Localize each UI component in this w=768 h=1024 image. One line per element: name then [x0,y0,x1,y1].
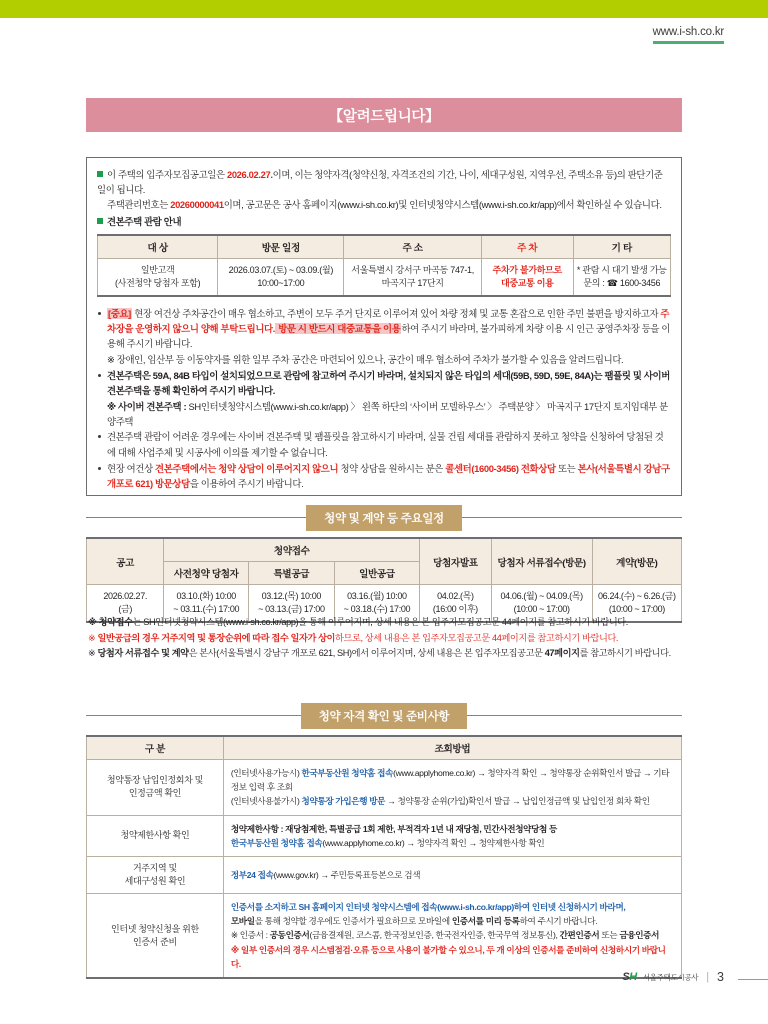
method-text: ※ 일부 인증서의 경우 시스템점검·오류 등으로 사용이 불가할 수 있으니, 두 개 이상의 인증서를 준비하여 신청하시기 바랍니다. [230,944,666,969]
td-category-line1: 거주지역 및 [132,863,177,874]
b1-red1: 주차장을 운영하지 않으니 양해 부탁드립니다. [107,307,670,335]
td-announce-line1: 04.02.(목) [437,591,474,601]
note1-text: 는 SH인터넷청약시스템(www.i-sh.co.kr/app)을 통해 이루어지며, 상세 내용은 본 입주자모집공고문 44페이지를 참고하시기 바랍니다. [132,617,628,627]
td-etc [573,258,670,296]
note3-page: 47페이지 [544,648,580,658]
company-name: 서울주택도시공사 [642,972,699,982]
notice-line-2 [97,197,671,212]
note2-text: 하므로, 상세 내용은 본 입주자모집공고문 44페이지를 참고하시기 바랍니다. [335,632,619,643]
td-category-line2: 세대구성원 확인 [124,876,186,887]
td-pre-line1: 03.10.(화) 10:00 [176,591,236,601]
notice-line1-b: 이며, 이는 청약자격(청약신청, 자격조건의 기간, 나이, 세대구성원, 지역우선, 주택소유 등)의 판단기준일이 됩니다. [97,169,663,196]
method-line [231,836,674,850]
model-house-subheading: 견본주택 관람 안내 [107,215,182,227]
b4-part1: 현장 여건상 [107,462,156,474]
th-pre-applicant: 사전청약 당첨자 [164,562,249,585]
td-category [87,894,224,979]
sh-logo-h: H [629,971,637,983]
td-address-line2: 마곡지구 17단지 [381,277,444,288]
sh-logo [622,971,636,983]
method-line [231,943,674,971]
method-text: (www.applyhome.co.kr) → 청약자격 확인 → 청약제한사항 확인 [322,837,545,848]
method-text: 청약제한사항 : 재당첨제한, 특별공급 1회 제한, 부적격자 1년 내 재당첨, 민간사전청약당첨 등 [230,823,557,834]
note3-label: 당첨자 서류접수 및 계약 [97,648,189,658]
schedule-note-3 [88,646,688,662]
list-item-important-note: ※ 장애인, 임산부 등 이동약자를 위한 일부 주차 공간은 마련되어 있으나, 공간이 매우 협소하여 주차가 불가할 수 있음을 알려드립니다. [107,354,624,366]
method-line [231,822,674,836]
method-text: 하여 인터넷 신청하시기 바라며, [513,902,626,913]
td-parking-line1: 주차가 불가하므로 [492,264,562,275]
section-header-qualification [86,703,682,729]
list-item-cyber-model-note [97,399,671,429]
td-category [87,857,224,894]
method-text: 인증서를 미리 등록 [451,916,520,927]
method-text: 모바일 [230,916,255,927]
td-general-line1: 03.16.(월) 10:00 [347,591,407,601]
method-text: (인터넷사용불가시) [230,796,302,807]
method-text: (www.applyhome.co.kr) → 청약자격 확인 → 청약통장 순위확인서 발급 → 기타 정보 입력 후 조회 [230,768,670,793]
method-line [231,900,674,914]
method-text: 또는 [599,930,620,941]
note3-text2: 를 참고하시기 바랍니다. [579,648,671,658]
th-address: 주 소 [344,235,482,259]
main-schedule-table [86,537,682,623]
top-green-bar [0,0,768,18]
note3-text1: 은 본사(서울특별시 강남구 개포로 621, SH)에서 이루어지며, 상세 내용은 본 입주자모집공고문 [188,648,545,658]
method-line [231,914,674,928]
td-category [87,760,224,816]
square-bullet-icon [97,218,103,224]
method-line [231,868,674,882]
td-special-line2: ~ 03.13.(금) 17:00 [258,604,325,614]
td-etc-line1: * 관람 시 대기 발생 가능 [576,264,667,275]
th-target: 대 상 [98,235,218,259]
method-text: (인터넷사용가능시) [230,768,302,778]
b2-text: 견본주택은 59A, 84B 타입이 설치되었으므로 관람에 참고하여 주시기 바라며, 설치되지 않은 타입의 세대(59B, 59D, 59E, 84A)는 팸플릿 및 사이버 견본주택을 통해 확인하여 주시기 바랍니다. [107,369,670,396]
th-application-group: 청약접수 [164,538,420,562]
td-docs-line2: (10:00 ~ 17:00) [513,604,570,614]
notice-line2-a: 주택관리번호는 [107,199,171,211]
td-notice-line1: 2026.02.27. [103,591,148,601]
notice-bullet-list [97,306,671,491]
td-schedule-line1: 2026.03.07.(토) ~ 03.09.(월) [228,264,334,275]
td-method [223,857,681,894]
table-header-row [87,736,682,760]
table-row [87,857,682,894]
method-text: → 청약통장 순위(가입)확인서 발급 → 납입인정금액 및 납입인정 회차 확인 [385,796,650,807]
td-special-line1: 03.12.(목) 10:00 [261,591,322,601]
td-category-line2: 인정금액 확인 [128,788,182,799]
footer-divider: | [706,971,710,983]
site-url-block [653,25,724,44]
table-header-row [98,235,671,259]
model-house-visit-table [97,234,671,297]
site-url-text: www.i-sh.co.kr [652,26,724,38]
table-row [87,760,682,816]
method-text: (금융결제원, 코스콤, 한국정보인증, 한국전자인증, 한국무역 정보통신), [309,930,560,941]
th-contract: 계약(방문) [592,538,681,585]
method-text: 을 통해 청약할 경우에도 인증서가 필요하므로 모바일에 [254,916,452,927]
td-address-line1: 서울특별시 강서구 마곡동 747-1, [351,264,474,275]
schedule-table-wrap [86,537,682,623]
th-schedule: 방문 일정 [218,235,344,259]
note3-mark: ※ [88,648,98,658]
qualification-table-wrap [86,735,682,979]
td-address [344,258,482,296]
b4-part2: 청약 상담을 원하시는 분은 [338,462,446,474]
method-text: 금융인증서 [619,930,660,941]
schedule-note-2 [88,631,688,647]
method-text: (www.i-sh.co.kr/app) [437,902,514,913]
method-text: 공동인증서 [269,930,310,941]
site-url-underline [653,41,724,44]
note2-mark: ※ [88,632,98,643]
td-docs-line1: 04.06.(월) ~ 04.09.(목) [500,591,583,601]
footer-rule [738,979,768,980]
td-target-line2: (사전청약 당첨자 포함) [114,277,201,288]
note2-red: 일반공급의 경우 거주지역 및 통장순위에 따라 접수 일자가 상이 [97,632,336,643]
b4-headoffice: 본사(서울특별시 강남구 개포로 621) 방문상담 [107,462,670,490]
page-title-banner [86,98,682,132]
b1-part1: 현장 여건상 주차공간이 매우 협소하고, 주변이 모두 주거 단지로 이루어져 있어 차량 정체 및 교통 혼잡으로 인한 주민 불편을 방지하고자 [131,307,661,319]
th-method: 조회방법 [223,736,681,760]
method-line [231,794,674,808]
th-category: 구 분 [87,736,224,760]
footer-inner [622,970,724,984]
td-category [87,815,224,856]
method-text: 정부24 접속 [230,869,274,880]
td-contract-line1: 06.24.(수) ~ 6.26.(금) [598,591,676,601]
td-schedule-line2: 10:00~17:00 [257,277,305,288]
td-etc-line2: 문의 : ☎ 1600-3456 [583,277,661,288]
th-winner-announce: 당첨자발표 [420,538,491,585]
td-schedule [218,258,344,296]
td-target [98,258,218,296]
list-item-consultation [97,461,671,491]
list-item-no-objection [97,429,671,459]
method-line [231,766,674,794]
notice-line2-b: 이며, 공고문은 공사 홈페이지(www.i-sh.co.kr)및 인터넷청약시스템(www.i-sh.co.kr/app)에서 확인하실 수 있습니다. [223,199,662,211]
method-text: 청약통장 가입은행 방문 [301,796,386,807]
th-notice-date: 공고 [87,538,164,585]
td-pre-line2: ~ 03.11.(수) 17:00 [173,604,240,614]
table-row [87,815,682,856]
td-category-line1: 인터넷 청약신청을 위한 [111,923,199,934]
td-parking [481,258,573,296]
method-text: 간편인증서 [559,930,600,941]
b3-text: 견본주택 관람이 어려운 경우에는 사이버 견본주택 및 팸플릿을 참고하시기 바라며, 실물 건립 세대를 관람하지 못하고 청약을 신청하여 당첨된 것에 대해 사업주체 및 시공사에 이의를 제기할 수 없습니다. [107,431,664,458]
td-method [223,760,681,816]
schedule-notes [88,615,688,662]
method-text: (www.gov.kr) → 주민등록표등본으로 검색 [273,869,421,880]
notice-line-1 [97,167,671,197]
th-special-supply: 특별공급 [249,562,335,585]
b1-highlight: 방문 시 반드시 대중교통을 이용 [276,323,401,335]
td-method [223,894,681,979]
td-parking-line2: 대중교통 이용 [500,277,554,288]
td-method [223,815,681,856]
th-document-submit: 당첨자 서류접수(방문) [491,538,592,585]
td-general-line2: ~ 03.18.(수) 17:00 [343,604,411,614]
method-line [231,928,674,942]
note1-label: ※ 청약접수 [88,617,133,627]
page-footer [0,970,768,988]
th-parking: 주 차 [481,235,573,259]
td-notice-line2: (금) [118,604,132,614]
list-item-important [97,306,671,352]
th-etc: 기 타 [573,235,670,259]
th-general-supply: 일반공급 [334,562,420,585]
page-title: 【알려드립니다】 [328,108,440,125]
method-text: 인증서를 소지하고 SH 홈페이지 [230,902,346,913]
method-text: 한국부동산원 청약홈 접속 [301,768,394,778]
td-contract-line2: (10:00 ~ 17:00) [608,604,665,614]
table-row [98,258,671,296]
b2-note-value: SH인터넷청약시스템(www.i-sh.co.kr/app) 〉 왼쪽 하단의 ‘사이버 모델하우스’ 〉 주택분양 〉 마곡지구 17단지 토지임대부 분양주택 [107,401,668,428]
notice-box [86,157,682,496]
notice-line1-a: 이 주택의 입주자모집공고일은 [107,169,227,180]
section-header-schedule [86,505,682,531]
b1-part2: 하여 주시기 바라며, 불가피하게 차량 이용 시 인근 공영주차장 등을 이용해 주시기 바랍니다. [107,323,671,350]
method-text: 인터넷 청약시스템에 접속 [345,902,438,913]
schedule-note-1 [88,615,688,631]
important-tag: [중요] [108,307,131,319]
b2-note-label: ※ 사이버 견본주택 : [107,401,189,413]
b4-part3: 또는 [555,462,578,474]
td-announce-line2: (16:00 이후) [432,604,478,614]
sh-logo-s: S [622,971,630,983]
page-number: 3 [717,970,724,984]
b4-callcenter: 콜센터(1600-3456) 전화상담 [445,462,556,474]
td-category-line2: 인증서 준비 [132,936,177,947]
method-text: 하여 주시기 바랍니다. [519,916,598,927]
td-category-line1: 청약제한사항 확인 [120,830,190,841]
section-heading-2: 청약 및 계약 등 주요일정 [306,505,462,531]
list-item-model-types [97,368,671,398]
td-category-line1: 청약통장 납입인정회차 및 [106,775,203,786]
notice-announcement-date: 2026.02.27. [226,169,273,180]
method-text: ※ 인증서 : [230,930,270,941]
notice-line-3 [97,214,671,229]
qualification-table-body [87,760,682,979]
square-bullet-icon [97,171,103,177]
method-text: 한국부동산원 청약홈 접속 [230,837,323,848]
b4-part4: 을 이용하여 주시기 바랍니다. [189,478,304,490]
section-heading-3: 청약 자격 확인 및 준비사항 [301,703,467,729]
qualification-table [86,735,682,979]
table-row [87,894,682,979]
housing-management-number: 20260000041 [170,199,224,211]
td-target-line1: 일반고객 [140,264,175,275]
b4-red1: 견본주택에서는 청약 상담이 이루어지지 않으니 [155,462,339,474]
table-header-row [87,538,682,562]
